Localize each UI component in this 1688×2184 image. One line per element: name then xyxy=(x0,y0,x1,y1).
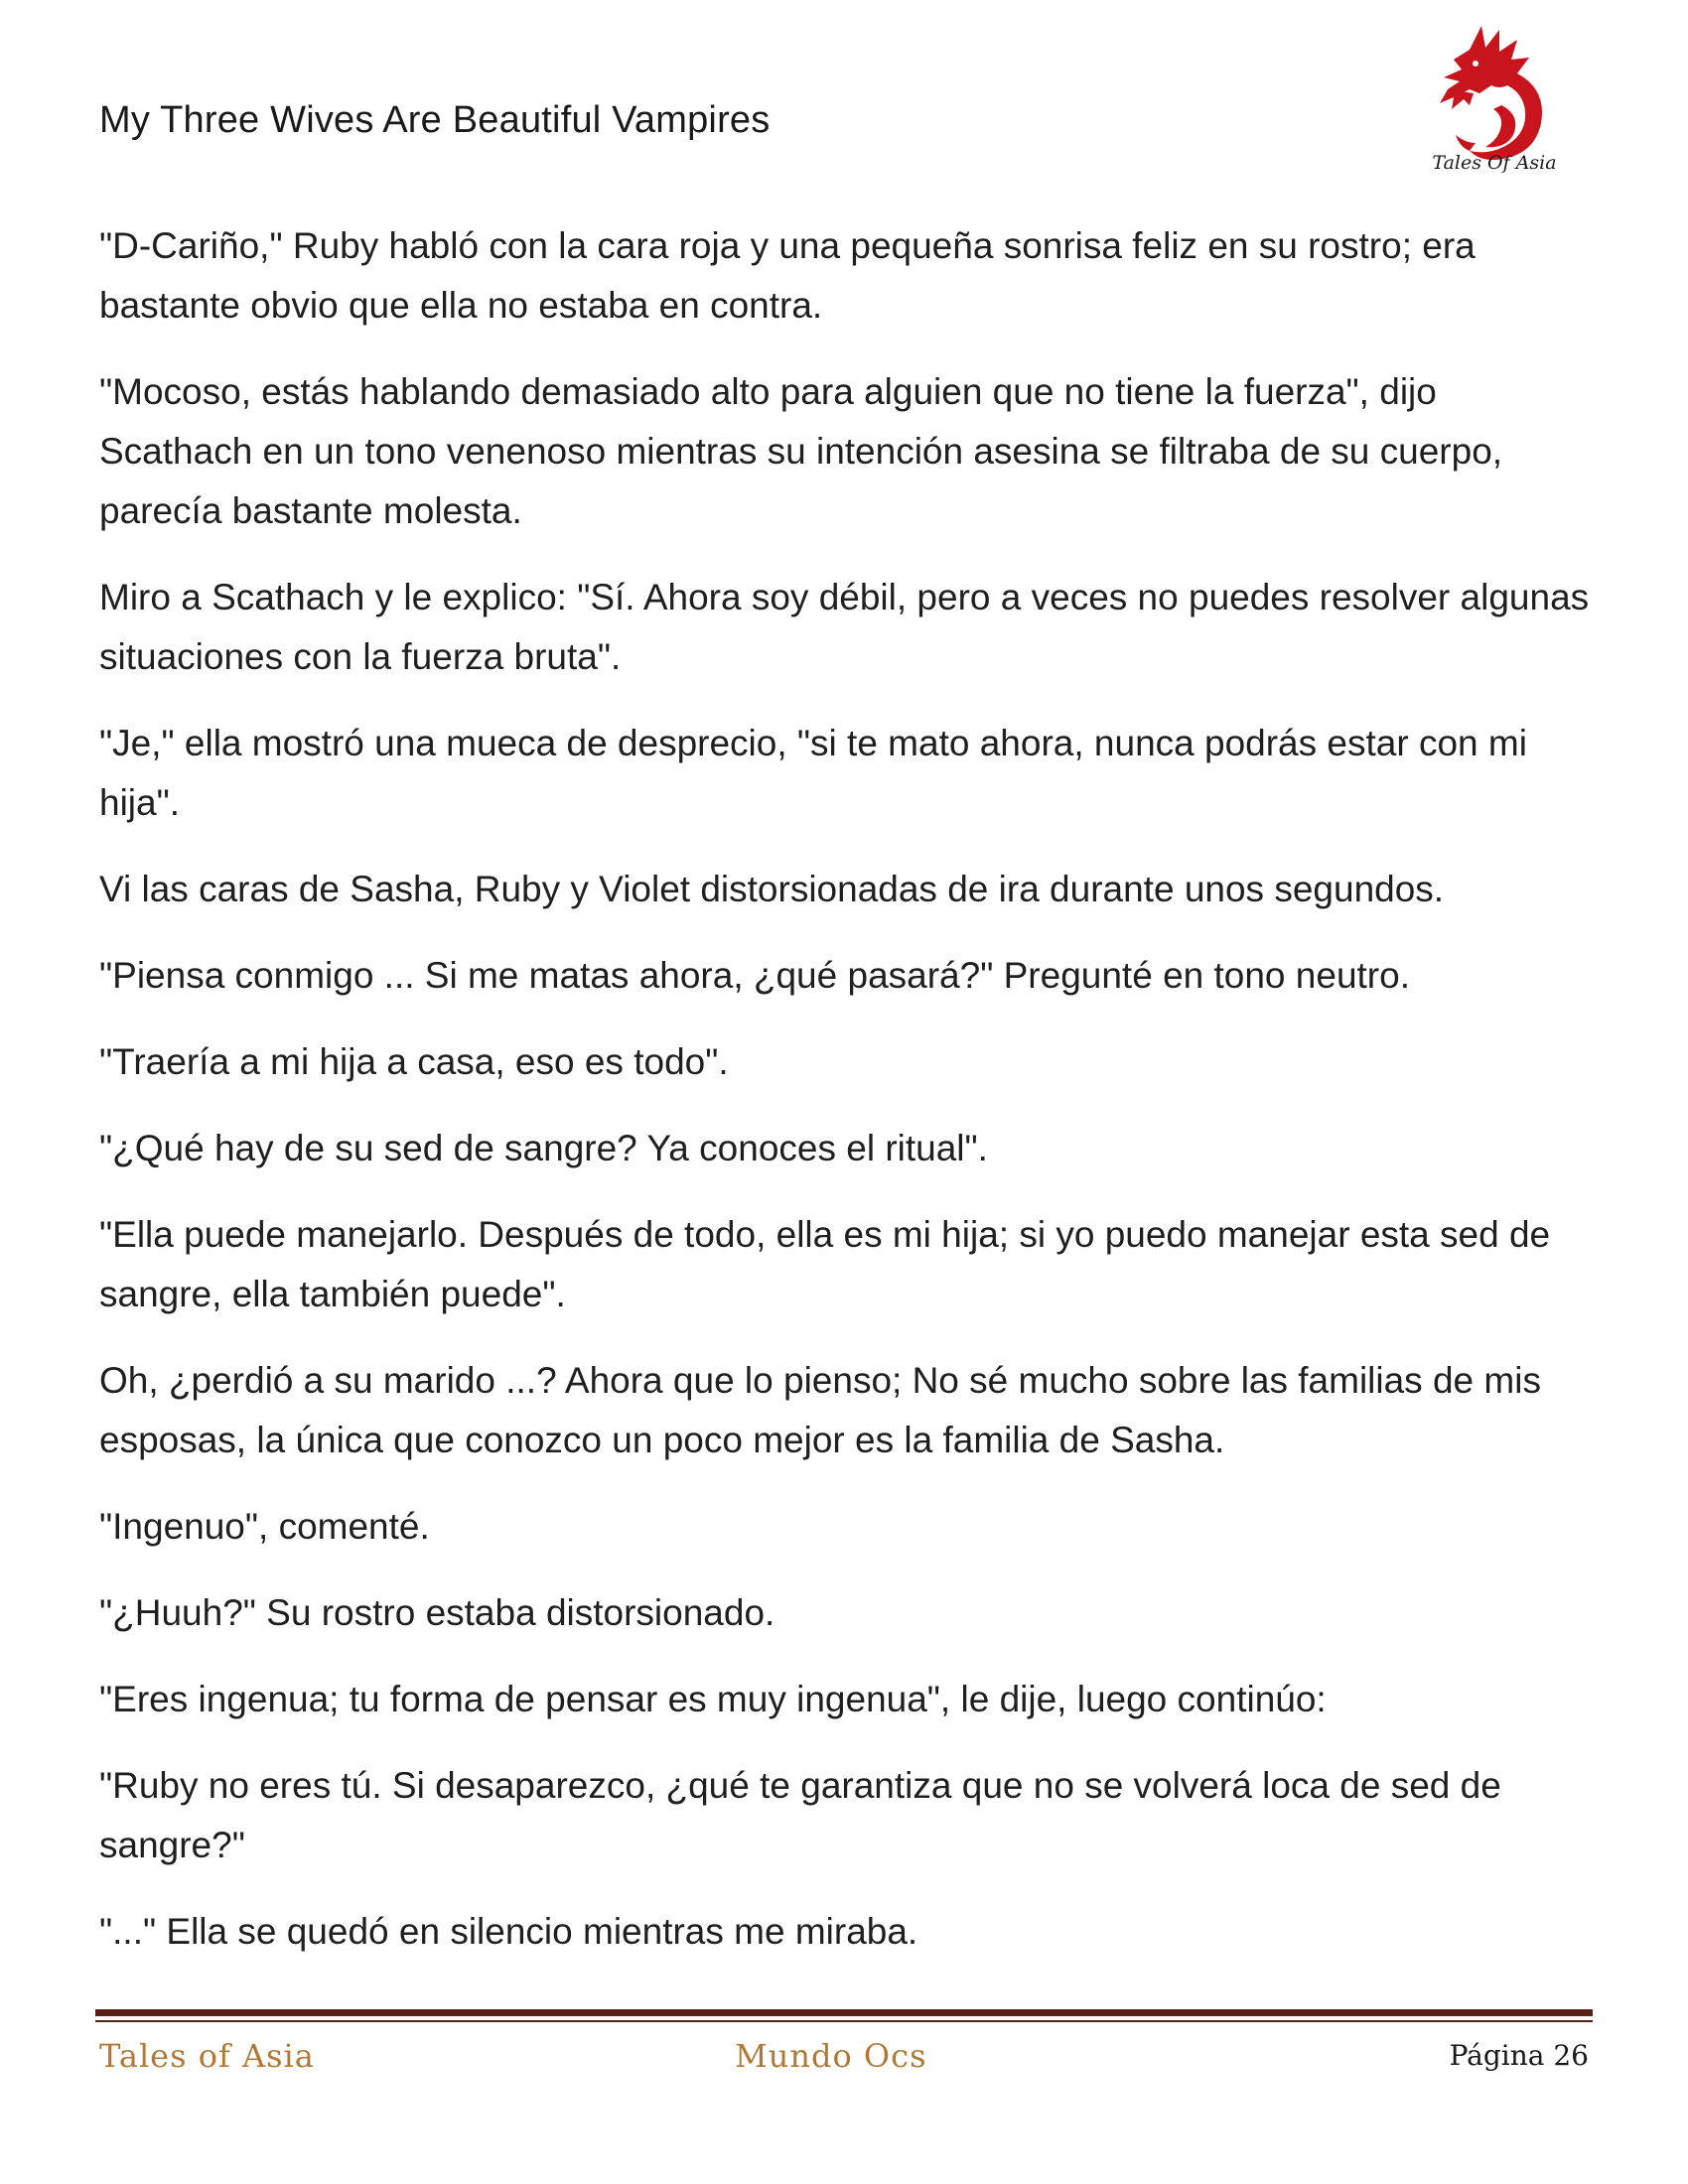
footer-divider-thin xyxy=(95,2020,1593,2022)
paragraph: "Ingenuo", comenté. xyxy=(99,1506,430,1547)
logo-caption: Tales Of Asia xyxy=(1432,152,1557,174)
paragraph: "Traería a mi hija a casa, eso es todo". xyxy=(99,1041,729,1082)
paragraph: "D-Cariño," Ruby habló con la cara roja y una pequeña sonrisa feliz en su rostro; era bastante obvio que ella no estaba en contra. xyxy=(99,225,1476,326)
footer-divider xyxy=(95,2009,1593,2016)
paragraph: "Piensa conmigo ... Si me matas ahora, ¿qué pasará?" Pregunté en tono neutro. xyxy=(99,955,1410,996)
paragraph: "Ruby no eres tú. Si desaparezco, ¿qué te garantiza que no se volverá loca de sed de sangre?" xyxy=(99,1765,1501,1865)
paragraph: Miro a Scathach y le explico: "Sí. Ahora soy débil, pero a veces no puedes resolver algunas situaciones con la fuerza bruta". xyxy=(99,577,1590,677)
paragraph: "..." Ella se quedó en silencio mientras me miraba. xyxy=(99,1911,918,1952)
page-number: Página 26 xyxy=(1449,2039,1589,2072)
paragraph: "Mocoso, estás hablando demasiado alto para alguien que no tiene la fuerza", dijo Scathach en un tono venenoso mientras su intención asesina se filtraba de su cuerpo, parecía bastante molesta. xyxy=(99,371,1503,531)
paragraph: "¿Qué hay de su sed de sangre? Ya conoces el ritual". xyxy=(99,1128,988,1168)
paragraph: Vi las caras de Sasha, Ruby y Violet distorsionadas de ira durante unos segundos. xyxy=(99,869,1445,909)
footer-publisher: Tales of Asia xyxy=(99,2037,315,2075)
page-title: My Three Wives Are Beautiful Vampires xyxy=(99,99,771,141)
paragraph: "Ella puede manejarlo. Después de todo, ella es mi hija; si yo puedo manejar esta sed de sangre, ella también puede". xyxy=(99,1214,1551,1314)
paragraph: Oh, ¿perdió a su marido ...? Ahora que lo pienso; No sé mucho sobre las familias de mis esposas, la única que conozco un poco mejor es la familia de Sasha. xyxy=(99,1360,1541,1460)
paragraph: "Eres ingenua; tu forma de pensar es muy ingenua", le dije, luego continúo: xyxy=(99,1679,1327,1719)
paragraph: "Je," ella mostró una mueca de desprecio, "si te mato ahora, nunca podrás estar con mi hija". xyxy=(99,723,1527,823)
document-body xyxy=(99,216,1599,1988)
footer-translator: Mundo Ocs xyxy=(735,2037,927,2075)
paragraph: "¿Huuh?" Su rostro estaba distorsionado. xyxy=(99,1592,775,1633)
